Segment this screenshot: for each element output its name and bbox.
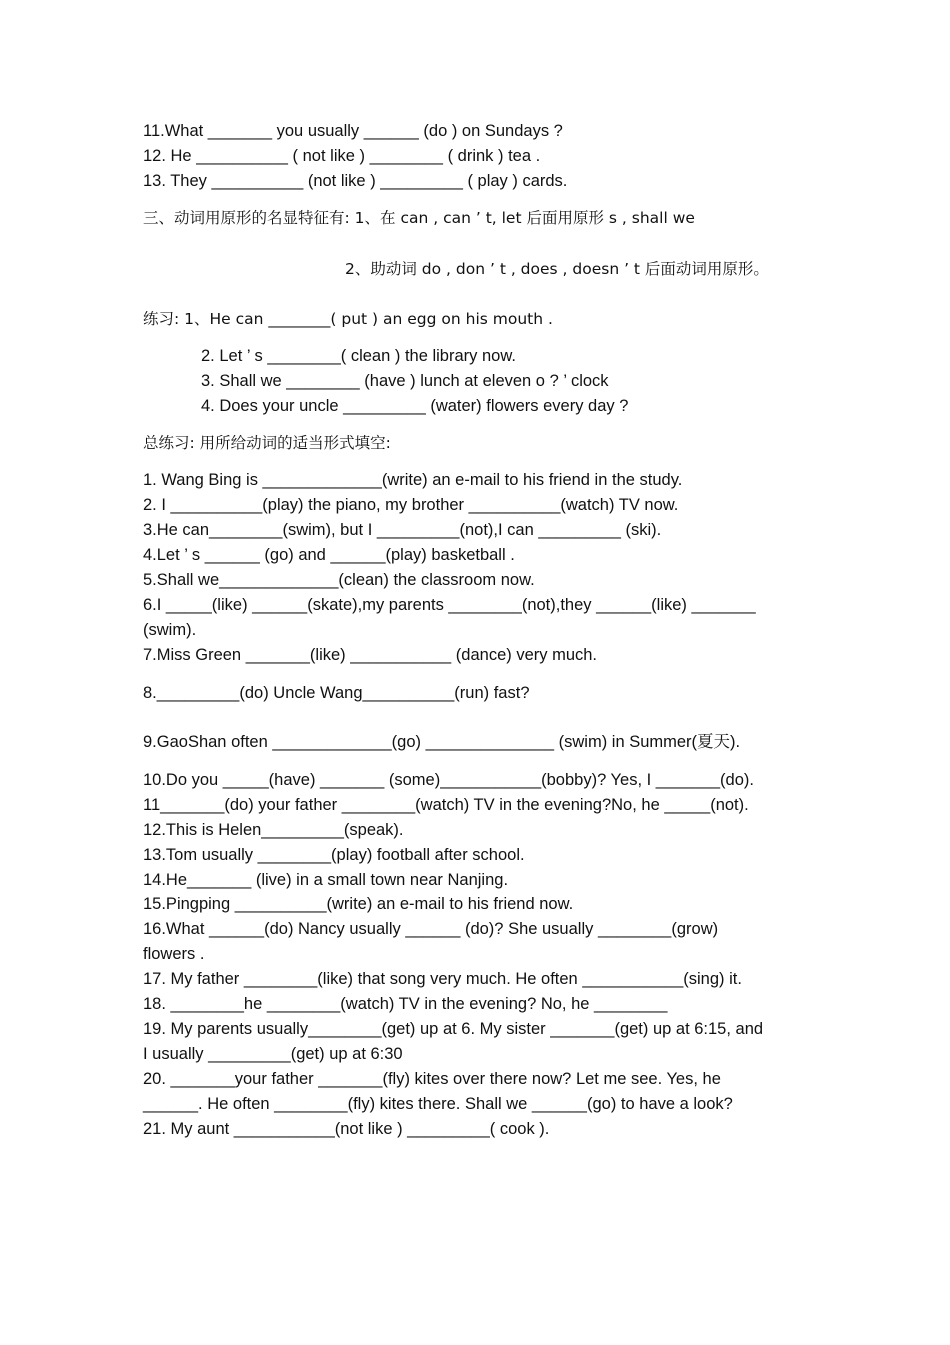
rule-two: 2、助动词 do , don ’ t , does , doesn ’ t 后面动词用原形。	[345, 260, 769, 278]
question-6: 6.I _____(like) ______(skate),my parents ________(not),they ______(like) _______	[143, 596, 756, 614]
practice-2: 2. Let ’ s ________( clean ) the library now.	[201, 347, 516, 365]
question-11: 11_______(do) your father ________(watch) TV in the evening?No, he _____(not).	[143, 796, 749, 814]
question-5: 5.Shall we_____________(clean) the classroom now.	[143, 571, 535, 589]
practice-3: 3. Shall we ________ (have ) lunch at eleven o ? ’ clock	[201, 372, 609, 390]
question-9: 9.GaoShan often _____________(go) ______________ (swim) in Summer(夏天).	[143, 733, 741, 751]
question-7: 7.Miss Green _______(like) ___________ (dance) very much.	[143, 646, 598, 664]
question-13: 13.Tom usually ________(play) football after school.	[143, 846, 525, 864]
question-1: 1. Wang Bing is _____________(write) an e-mail to his friend in the study.	[143, 471, 683, 489]
question-14: 14.He_______ (live) in a small town near Nanjing.	[143, 871, 509, 889]
question-2: 2. I __________(play) the piano, my brother __________(watch) TV now.	[143, 496, 679, 514]
question-20: 20. _______your father _______(fly) kites over there now? Let me see. Yes, he	[143, 1070, 721, 1088]
exercise-11: 11.What _______ you usually ______ (do ) on Sundays ?	[143, 122, 563, 140]
question-4: 4.Let ’ s ______ (go) and ______(play) basketball .	[143, 546, 515, 564]
question-15: 15.Pingping __________(write) an e-mail to his friend now.	[143, 895, 574, 913]
section-three-heading: 三、动词用原形的名显特征有: 1、在 can , can ’ t, let 后面用原形 s , shall we	[143, 209, 695, 227]
question-17: 17. My father ________(like) that song very much. He often ___________(sing) it.	[143, 970, 742, 988]
practice-1: 练习: 1、He can ________( put ) an egg on his mouth .	[143, 310, 553, 328]
question-19-cont: I usually _________(get) up at 6:30	[143, 1045, 403, 1063]
question-16: 16.What ______(do) Nancy usually ______ (do)? She usually ________(grow)	[143, 920, 719, 938]
question-16-cont: flowers .	[143, 945, 205, 963]
question-21: 21. My aunt ___________(not like ) _________( cook ).	[143, 1120, 550, 1138]
question-6-cont: (swim).	[143, 621, 197, 639]
question-10: 10.Do you _____(have) _______ (some)___________(bobby)? Yes, I _______(do).	[143, 771, 754, 789]
exercise-13: 13. They __________ (not like ) _________ ( play ) cards.	[143, 172, 568, 190]
question-12: 12.This is Helen_________(speak).	[143, 821, 404, 839]
question-18: 18. ________he ________(watch) TV in the evening? No, he ________	[143, 995, 668, 1013]
question-20-cont: ______. He often ________(fly) kites there. Shall we ______(go) to have a look?	[143, 1095, 733, 1113]
question-19: 19. My parents usually________(get) up at 6. My sister _______(get) up at 6:15, and	[143, 1020, 764, 1038]
question-8: 8._________(do) Uncle Wang__________(run) fast?	[143, 684, 530, 702]
question-3: 3.He can________(swim), but I _________(not),I can _________ (ski).	[143, 521, 662, 539]
general-practice-heading: 总练习: 用所给动词的适当形式填空:	[143, 434, 391, 452]
exercise-12: 12. He __________ ( not like ) ________ ( drink ) tea .	[143, 147, 541, 165]
practice-4: 4. Does your uncle _________ (water) flowers every day ?	[201, 397, 629, 415]
